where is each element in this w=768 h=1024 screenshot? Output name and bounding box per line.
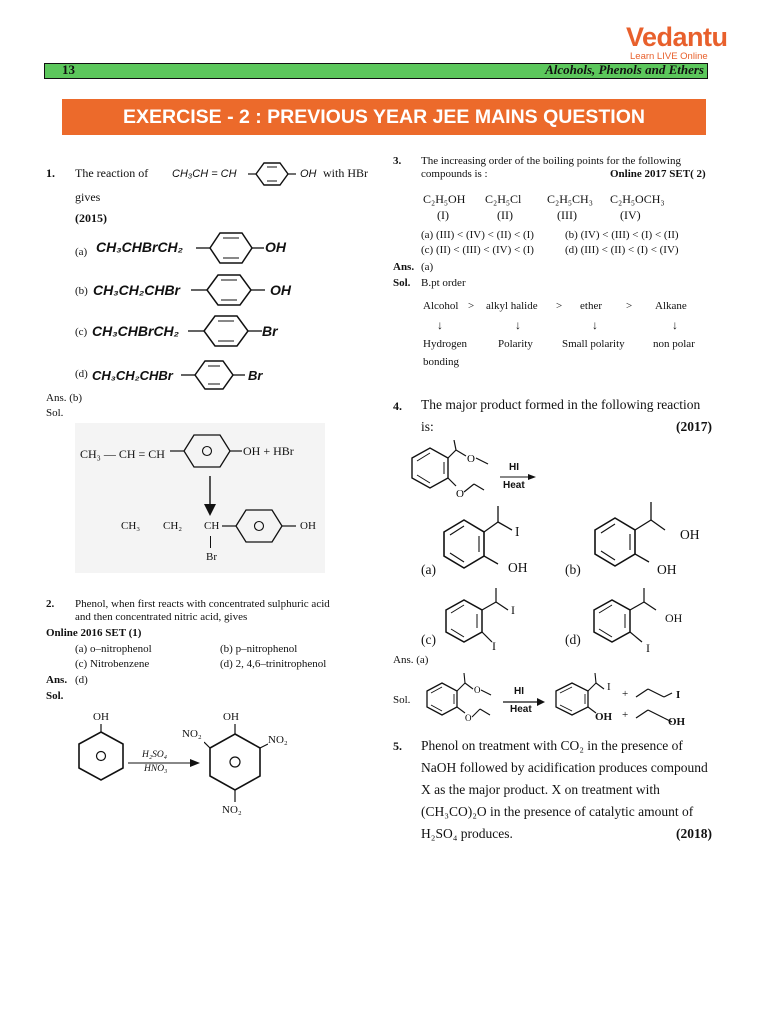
q2-answer-value: (d) bbox=[75, 674, 88, 686]
q3-compound-1: C₂H₅OH bbox=[423, 192, 466, 206]
q3-numeral-4: (IV) bbox=[620, 208, 641, 222]
q1-option-c-ring-icon bbox=[188, 313, 264, 349]
q1-option-c-chain: CH₃CHBrCH₂ bbox=[92, 323, 180, 339]
q2-product-no2-right: NO₂ bbox=[268, 734, 288, 746]
q1-sol-reactant: CH₃ — CH = CH bbox=[80, 447, 165, 461]
q1-option-a-chain: CH₃CHBrCH₂ bbox=[96, 239, 184, 255]
q4-solution-label: Sol. bbox=[393, 694, 411, 706]
q3-arrow-1-icon: ↓ bbox=[437, 318, 443, 332]
q3-reason-3: Small polarity bbox=[562, 338, 625, 350]
q3-numeral-2: (II) bbox=[497, 208, 513, 222]
chapter-title: Alcohols, Phenols and Ethers bbox=[545, 62, 704, 77]
q4-sol-reactant-icon bbox=[417, 673, 507, 729]
q3-numeral-3: (III) bbox=[557, 208, 577, 222]
q4-option-b-label: (b) bbox=[565, 562, 581, 577]
svg-text:O: O bbox=[456, 488, 464, 500]
q2-number: 2. bbox=[46, 598, 55, 610]
q3-order-alkyl-halide: alkyl halide bbox=[486, 300, 538, 312]
q2-option-b: (b) p–nitrophenol bbox=[220, 643, 298, 655]
q1-option-b-group: OH bbox=[270, 282, 291, 298]
q4-text-line-1: The major product formed in the following reaction bbox=[421, 397, 701, 412]
q1-option-b-ring-icon bbox=[191, 272, 267, 308]
q5-line-4: (CH₃CO)₂O in the presence of catalytic amount of bbox=[421, 804, 694, 819]
q1-benzene-ring-icon bbox=[246, 160, 296, 188]
q4-option-b-oh-bottom: OH bbox=[657, 562, 677, 577]
q3-order-ether: ether bbox=[580, 300, 602, 312]
q3-compound-3: C₂H₅CH₃ bbox=[547, 192, 593, 206]
q1-option-c-label: (c) bbox=[75, 326, 88, 338]
q2-reagent-bottom: HNO₃ bbox=[144, 764, 168, 774]
q1-solution-label: Sol. bbox=[46, 407, 64, 419]
q4-sol-reagent-bottom: Heat bbox=[510, 704, 532, 715]
q3-solution-label: Sol. bbox=[393, 277, 411, 289]
q3-order-gt-2: > bbox=[556, 300, 563, 312]
q2-option-d: (d) 2, 4,6–trinitrophenol bbox=[220, 658, 327, 670]
q1-text-c: gives bbox=[75, 190, 101, 204]
q4-answer: Ans. (a) bbox=[393, 654, 429, 666]
q4-reactant-structure-icon bbox=[390, 440, 500, 506]
q4-reagent-bottom: Heat bbox=[503, 480, 525, 491]
q1-answer: Ans. (b) bbox=[46, 392, 83, 404]
q3-order-alcohol: Alcohol bbox=[423, 300, 459, 312]
q1-option-c-group: Br bbox=[262, 323, 278, 339]
q1-sol-product-br: Br bbox=[206, 551, 217, 563]
q2-phenol-oh: OH bbox=[93, 711, 109, 723]
q3-arrow-3-icon: ↓ bbox=[592, 318, 598, 332]
q4-option-c-label: (c) bbox=[421, 632, 436, 647]
q3-compound-4: C₂H₅OCH₃ bbox=[610, 192, 665, 206]
q1-sol-product-ch2: CH₂ bbox=[163, 520, 183, 532]
q2-product-ring-icon bbox=[204, 724, 268, 804]
q3-reason-4: non polar bbox=[653, 338, 695, 350]
svg-text:O: O bbox=[474, 685, 481, 695]
q4-sol-reagent-top: HI bbox=[514, 686, 524, 697]
q3-reason-1-cont: bonding bbox=[423, 356, 460, 368]
q2-solution-label: Sol. bbox=[46, 690, 64, 702]
q4-option-d-label: (d) bbox=[565, 632, 581, 647]
exercise-title: EXERCISE - 2 : PREVIOUS YEAR JEE MAINS QUESTION bbox=[123, 106, 645, 128]
q4-option-d-i: I bbox=[646, 641, 650, 655]
q4-option-c-structure-icon bbox=[436, 588, 522, 654]
q4-year: (2017) bbox=[676, 419, 712, 434]
q4-sol-ethanol-oh: OH bbox=[668, 716, 686, 728]
exercise-banner bbox=[62, 99, 706, 135]
q3-text-line-2: compounds is : bbox=[421, 168, 488, 180]
q4-option-a-i: I bbox=[515, 524, 520, 539]
q1-option-d-group: Br bbox=[248, 368, 263, 383]
q2-product-no2-bottom: NO₂ bbox=[222, 804, 242, 816]
q1-sol-product-oh: OH bbox=[300, 520, 316, 532]
q1-number: 1. bbox=[46, 166, 55, 180]
q4-option-d-oh: OH bbox=[665, 611, 683, 625]
q5-number: 5. bbox=[393, 739, 402, 753]
q1-sol-arrow-icon bbox=[203, 476, 217, 516]
q3-option-c: (c) (II) < (III) < (IV) < (I) bbox=[421, 244, 534, 256]
q5-line-5: H₂SO₄ produces. bbox=[421, 826, 513, 841]
q4-reagent-top: HI bbox=[509, 462, 519, 473]
q1-sol-reagent: OH + HBr bbox=[243, 444, 294, 458]
q5-line-2: NaOH followed by acidification produces compound bbox=[421, 760, 708, 775]
q3-order-gt-3: > bbox=[626, 300, 633, 312]
q3-arrow-4-icon: ↓ bbox=[672, 318, 678, 332]
q3-option-a: (a) (III) < (IV) < (II) < (I) bbox=[421, 229, 534, 241]
q2-option-c: (c) Nitrobenzene bbox=[75, 658, 150, 670]
q2-source: Online 2016 SET (1) bbox=[46, 627, 142, 639]
q2-text-line-1: Phenol, when first reacts with concentrated sulphuric acid bbox=[75, 598, 330, 610]
q3-option-d: (d) (III) < (II) < (I) < (IV) bbox=[565, 244, 679, 256]
q4-sol-product-oh: OH bbox=[595, 711, 613, 723]
q1-sol-ring-icon bbox=[170, 431, 250, 471]
svg-text:O: O bbox=[467, 453, 475, 465]
brand-tagline: Learn LIVE Online bbox=[630, 51, 708, 62]
q1-reactant-chain: CH₃CH = CH bbox=[172, 168, 237, 180]
q3-source: Online 2017 SET( 2) bbox=[610, 168, 706, 180]
q4-option-b-oh-top: OH bbox=[680, 527, 700, 542]
q4-option-a-oh: OH bbox=[508, 560, 528, 575]
q4-sol-ethyl-iodide-icon bbox=[634, 683, 681, 705]
q2-product-oh: OH bbox=[223, 711, 239, 723]
q5-year: (2018) bbox=[676, 826, 712, 841]
q1-year: (2015) bbox=[75, 211, 107, 225]
q3-reason-2: Polarity bbox=[498, 338, 533, 350]
q1-text-a: The reaction of bbox=[75, 166, 149, 180]
q1-sol-product-ch: CH bbox=[204, 520, 220, 532]
q2-text-line-2: and then concentrated nitric acid, gives bbox=[75, 611, 248, 623]
q1-option-d-chain: CH₃CH₂CHBr bbox=[92, 368, 173, 383]
q1-sol-bond bbox=[210, 536, 211, 548]
q3-text-line-1: The increasing order of the boiling points for the following bbox=[421, 155, 681, 167]
q4-text-line-2: is: bbox=[421, 419, 434, 434]
q4-option-c-i-bottom: I bbox=[492, 639, 496, 653]
q5-line-1: Phenol on treatment with CO₂ in the presence of bbox=[421, 738, 683, 753]
q1-option-a-label: (a) bbox=[75, 246, 88, 258]
q3-arrow-2-icon: ↓ bbox=[515, 318, 521, 332]
q2-phenol-ring-icon bbox=[76, 724, 126, 782]
svg-text:O: O bbox=[465, 713, 472, 723]
q2-option-a: (a) o–nitrophenol bbox=[75, 643, 152, 655]
brand-logo: Vedantu bbox=[626, 22, 728, 52]
q1-text-b: with HBr bbox=[323, 166, 368, 180]
q3-solution-text: B.pt order bbox=[421, 277, 466, 289]
q4-sol-ethyl-iodide-i: I bbox=[676, 689, 681, 701]
q4-option-c-i-top: I bbox=[511, 603, 515, 617]
q3-option-b: (b) (IV) < (III) < (I) < (II) bbox=[565, 229, 679, 241]
q1-option-d-label: (d) bbox=[75, 368, 88, 380]
q3-numeral-1: (I) bbox=[437, 208, 449, 222]
q1-option-a-group: OH bbox=[265, 239, 286, 255]
q1-sol-product-ring-icon bbox=[222, 506, 302, 546]
q5-line-3: X as the major product. X on treatment with bbox=[421, 782, 660, 797]
q1-option-b-label: (b) bbox=[75, 285, 88, 297]
q3-compound-2: C₂H₅Cl bbox=[485, 192, 522, 206]
q1-sol-product-ch3: CH₃ bbox=[121, 520, 141, 532]
q4-sol-plus-1: + bbox=[622, 688, 629, 700]
page-number: 13 bbox=[62, 62, 75, 77]
q2-reagent-top: H₂SO₄ bbox=[142, 750, 168, 760]
q3-number: 3. bbox=[393, 155, 402, 167]
q3-order-alkane: Alkane bbox=[655, 300, 687, 312]
q2-product-no2-left: NO₂ bbox=[182, 728, 202, 740]
q4-sol-plus-2: + bbox=[622, 709, 629, 721]
q3-order-gt-1: > bbox=[468, 300, 475, 312]
q3-answer-value: (a) bbox=[421, 261, 434, 273]
q4-option-a-label: (a) bbox=[421, 562, 436, 577]
q1-option-b-chain: CH₃CH₂CHBr bbox=[93, 282, 181, 298]
q1-option-a-ring-icon bbox=[196, 230, 266, 266]
q4-number: 4. bbox=[393, 399, 402, 413]
q3-answer-label: Ans. bbox=[393, 261, 415, 273]
q2-answer-label: Ans. bbox=[46, 674, 68, 686]
q1-option-d-ring-icon bbox=[181, 358, 247, 392]
q3-reason-1: Hydrogen bbox=[423, 338, 467, 350]
q4-sol-product-i: I bbox=[607, 681, 611, 693]
q1-oh: OH bbox=[300, 168, 317, 180]
